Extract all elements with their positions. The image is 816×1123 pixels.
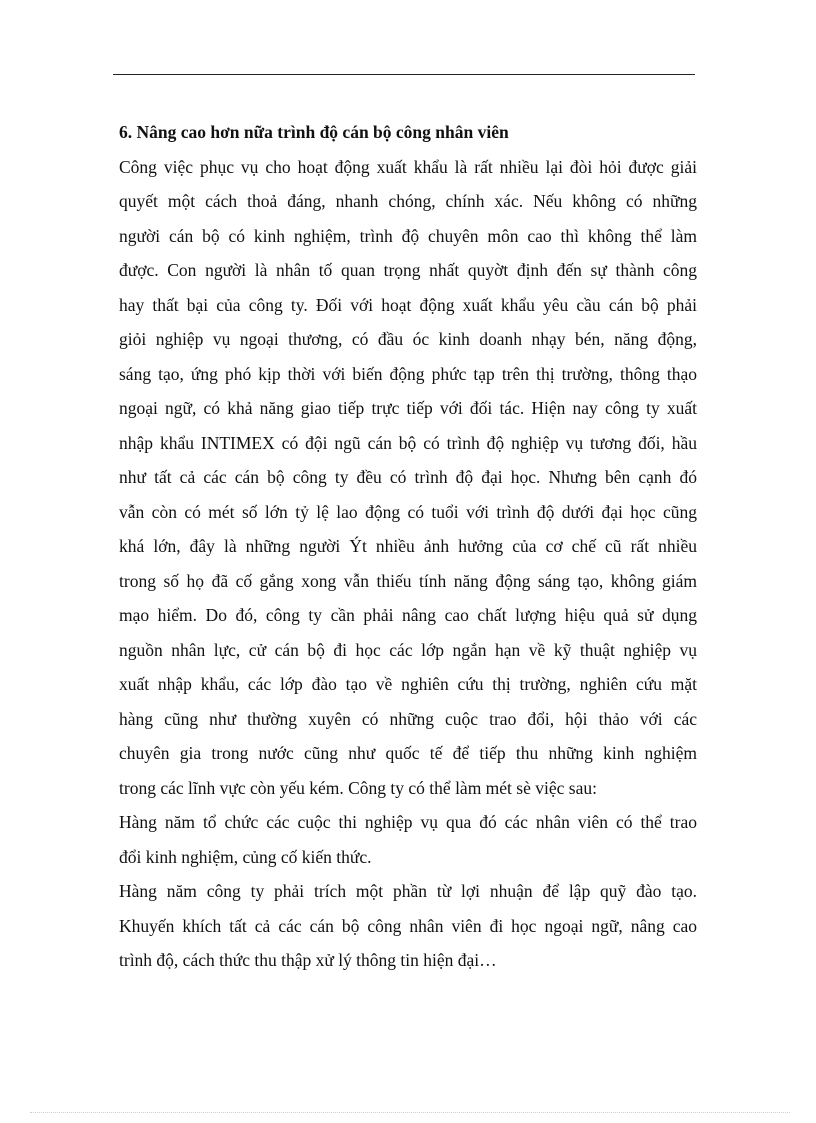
paragraph-training-fund (119, 874, 697, 978)
text-line: sáng tạo, ứng phó kịp thời với biến động phức tạp trên thị trường, thông thạo (119, 363, 697, 384)
text-line: trong số họ đã cố gắng xong vẫn thiếu tính năng động sáng tạo, không giám (119, 570, 697, 591)
text-line: trong các lĩnh vực còn yếu kém. Công ty có thể làm mét sè việc sau: (119, 777, 597, 798)
text-line: như tất cả các cán bộ công ty đều có trình độ đại học. Nhưng bên cạnh đó (119, 467, 697, 487)
text-line: xuất nhập khẩu, các lớp đào tạo về nghiên cứu thị trường, nghiên cứu mặt (119, 674, 697, 694)
text-line: đổi kinh nghiệm, củng cố kiến thức. (119, 846, 372, 867)
text-line: hay thất bại của công ty. Đối với hoạt động xuất khẩu yêu cầu cán bộ phải (119, 294, 697, 315)
text-line: hàng cũng như thường xuyên có những cuộc trao đổi, hội thảo với các (119, 708, 697, 729)
text-line: khá lớn, đây là những người Ýt nhiều ảnh hưởng của cơ chế cũ rất nhiều (119, 536, 697, 556)
text-line: Hàng năm tổ chức các cuộc thi nghiệp vụ qua đó các nhân viên có thể trao (119, 812, 697, 832)
text-line: quyết một cách thoả đáng, nhanh chóng, chính xác. Nếu không có những (119, 191, 697, 211)
text-line: nguồn nhân lực, cử cán bộ đi học các lớp ngắn hạn về kỹ thuật nghiệp vụ (119, 639, 697, 660)
text-line: Khuyến khích tất cả các cán bộ công nhân viên đi học ngoại ngữ, nâng cao (119, 915, 697, 936)
paragraph-intro (119, 150, 697, 806)
section-heading: 6. Nâng cao hơn nữa trình độ cán bộ công nhân viên (119, 122, 509, 142)
header-rule (113, 74, 695, 75)
text-line: ngoại ngữ, có khả năng giao tiếp trực tiếp với đối tác. Hiện nay công ty xuất (119, 398, 697, 418)
text-line: người cán bộ có kinh nghiệm, trình độ chuyên môn cao thì không thể làm (119, 225, 697, 246)
text-line: chuyên gia trong nước cũng như quốc tế để tiếp thu những kinh nghiệm (119, 743, 697, 763)
text-line: trình độ, cách thức thu thập xử lý thông tin hiện đại… (119, 950, 497, 970)
text-line: giỏi nghiệp vụ ngoại thương, có đầu óc kinh doanh nhạy bén, năng động, (119, 329, 697, 349)
text-line: mạo hiểm. Do đó, công ty cần phải nâng cao chất lượng hiệu quả sử dụng (119, 605, 697, 625)
footer-dotted-rule (30, 1112, 790, 1113)
text-line: Hàng năm công ty phải trích một phần từ lợi nhuận để lập quỹ đào tạo. (119, 881, 697, 901)
text-line: vẫn còn có mét số lớn tỷ lệ lao động có tuổi với trình độ dưới đại học cũng (119, 501, 697, 522)
text-line: Công việc phục vụ cho hoạt động xuất khẩu là rất nhiều lại đòi hỏi được giải (119, 156, 697, 177)
text-line: được. Con người là nhân tố quan trọng nhất quyờt định đến sự thành công (119, 260, 697, 280)
paragraph-competitions (119, 805, 697, 874)
text-line: nhập khẩu INTIMEX có đội ngũ cán bộ có trình độ nghiệp vụ tương đối, hầu (119, 432, 697, 453)
document-body (119, 115, 697, 978)
